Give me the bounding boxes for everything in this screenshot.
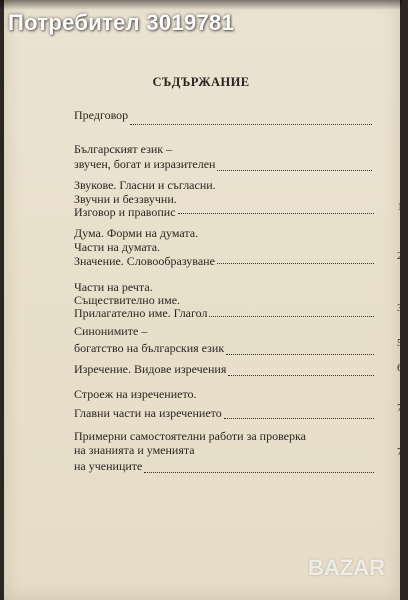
- toc-entry-line: Значение. Словообразуване: [74, 254, 215, 268]
- toc-entry-line: Звукове. Гласни и съгласни.: [74, 178, 216, 192]
- toc-leader-dots: [209, 316, 374, 317]
- toc-leader-dots: [226, 354, 374, 355]
- toc-entry-line: Българският език –: [74, 142, 173, 156]
- toc-entry-line: Главни части на изречението: [74, 406, 222, 420]
- toc-entry-line: Части на думата.: [74, 240, 161, 254]
- toc-entry-line: богатство на българския език: [74, 341, 225, 355]
- toc-leader-dots: [130, 124, 372, 125]
- toc-title: СЪДЪРЖАНИЕ: [152, 75, 250, 89]
- toc-entry-line: Синонимите –: [74, 324, 148, 338]
- toc-entry-line: Изговор и правопис: [74, 205, 176, 219]
- toc-entry-line: Звучни и беззвучни.: [74, 192, 177, 206]
- toc-entry-line: Изречение. Видове изречения: [74, 362, 227, 376]
- toc-leader-dots: [217, 170, 372, 171]
- toc-leader-dots: [178, 213, 374, 214]
- toc-leader-dots: [217, 263, 374, 264]
- toc-page-number: 36: [397, 302, 408, 314]
- toc-leader-dots: [224, 418, 374, 419]
- toc-page-number: 64: [397, 362, 408, 374]
- toc-leader-dots: [144, 472, 374, 473]
- toc-leader-dots: [228, 375, 374, 376]
- toc-entry-line: Предговор: [74, 108, 129, 122]
- toc-entry-line: Части на речта.: [74, 280, 153, 294]
- toc-entry-line: Прилагателно име. Глагол: [74, 306, 208, 320]
- toc-page-number: 56: [397, 337, 408, 349]
- toc-entry-line: на знанията и уменията: [74, 443, 195, 457]
- bazar-logo: BAZAR: [308, 555, 385, 580]
- toc-entry-line: на учениците: [74, 459, 143, 473]
- book-page: [4, 0, 400, 600]
- toc-page-number: 11: [397, 201, 408, 213]
- toc-entry-line: Дума. Форми на думата.: [74, 226, 199, 240]
- toc-page-number: 3: [400, 112, 406, 124]
- toc-entry-line: Строеж на изречението.: [74, 387, 197, 401]
- toc-page-number: 5: [400, 150, 406, 162]
- toc-page-number: 75: [397, 402, 408, 414]
- toc-page-number: 79: [397, 446, 408, 458]
- toc-entry-line: звучен, богат и изразителен: [74, 157, 216, 171]
- scan-edge-shadow: [0, 0, 402, 10]
- toc-entry-line: Съществително име.: [74, 293, 181, 307]
- toc-entry-line: Примерни самостоятелни работи за проверка: [74, 429, 306, 443]
- user-watermark: Потребител 3019781: [8, 10, 235, 35]
- toc-page-number: 25: [397, 250, 408, 262]
